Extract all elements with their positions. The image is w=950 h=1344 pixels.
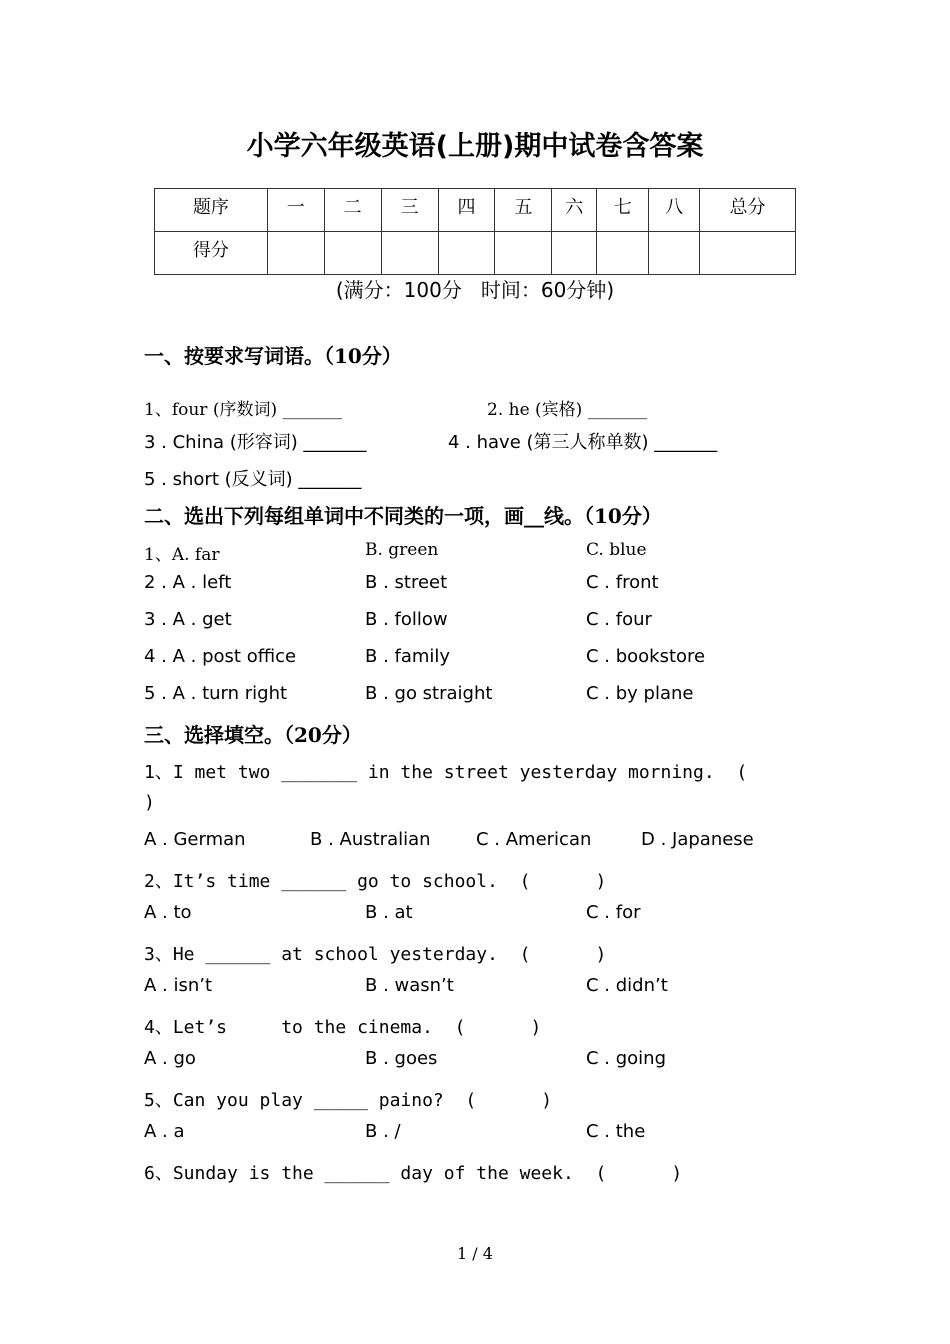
score-cell[interactable] [267, 232, 324, 275]
s3-question-1: 1、I met two _______ in the street yesterday morning. ( [144, 762, 748, 783]
s2-row3-c: C . four [586, 609, 652, 630]
s1-question-4: 4 . have (第三人称单数) _______ [448, 432, 718, 453]
s3-question-6: 6、Sunday is the ______ day of the week. ( ) [144, 1163, 683, 1184]
page-number: 1 / 4 [457, 1244, 493, 1263]
s1-question-3: 3 . China (形容词) _______ [144, 432, 367, 453]
section3-heading: 三、选择填空。（20分） [144, 723, 362, 747]
score-cell[interactable] [438, 232, 495, 275]
s1-question-1: 1、four (序数词) _______ [144, 400, 342, 420]
s2-row5-b: B . go straight [365, 683, 493, 704]
score-header-cell: 四 [438, 189, 495, 232]
s2-row2-c: C . front [586, 572, 659, 593]
s3-question-2: 2、It’s time ______ go to school. ( ) [144, 871, 607, 892]
s3-q1-option-a: A . German [144, 829, 246, 850]
s2-row4-a: 4 . A . post office [144, 646, 297, 667]
s3-question-3: 3、He ______ at school yesterday. ( ) [144, 944, 607, 965]
s3-question-4: 4、Let’s to the cinema. ( ) [144, 1017, 542, 1038]
score-cell[interactable] [381, 232, 438, 275]
score-header-cell: 总分 [700, 189, 796, 232]
s3-q5-option-a: A . a [144, 1121, 185, 1142]
score-header-cell: 八 [649, 189, 700, 232]
s2-row1-a: 1、A. far [144, 545, 220, 565]
s3-q2-option-c: C . for [586, 902, 641, 923]
score-cell[interactable] [552, 232, 597, 275]
page-title: 小学六年级英语(上册)期中试卷含答案 [246, 131, 704, 162]
s1-question-5: 5 . short (反义词) _______ [144, 469, 362, 490]
s2-row1-c: C. blue [586, 540, 647, 560]
s3-question-5: 5、Can you play _____ paino? ( ) [144, 1090, 553, 1111]
score-cell[interactable] [495, 232, 552, 275]
score-table [154, 188, 796, 275]
exam-meta: (满分：100分 时间：60分钟) [335, 278, 615, 302]
section1-heading: 一、按要求写词语。（10分） [144, 344, 402, 368]
s3-q4-option-a: A . go [144, 1048, 196, 1069]
section2-heading: 二、选出下列每组单词中不同类的一项，画__线。（10分） [144, 504, 662, 528]
score-header-cell: 六 [552, 189, 597, 232]
s2-row2-b: B . street [365, 572, 448, 593]
s3-q2-option-b: B . at [365, 902, 413, 923]
s3-q3-option-a: A . isn’t [144, 975, 213, 996]
s2-row3-a: 3 . A . get [144, 609, 232, 630]
score-table-score-row [155, 232, 796, 275]
s3-q1-option-d: D . Japanese [641, 829, 754, 850]
s2-row4-b: B . family [365, 646, 451, 667]
s3-q5-option-b: B . / [365, 1121, 401, 1142]
score-header-cell: 三 [381, 189, 438, 232]
s3-q3-option-b: B . wasn’t [365, 975, 454, 996]
score-cell[interactable] [649, 232, 700, 275]
s2-row4-c: C . bookstore [586, 646, 706, 667]
s3-q1-option-b: B . Australian [310, 829, 431, 850]
s3-q4-option-c: C . going [586, 1048, 667, 1069]
score-cell[interactable] [597, 232, 649, 275]
s3-q1-option-c: C . American [476, 829, 592, 850]
s2-row1-b: B. green [365, 540, 439, 560]
s3-q5-option-c: C . the [586, 1121, 646, 1142]
score-cell[interactable] [700, 232, 796, 275]
s3-q2-option-a: A . to [144, 902, 192, 923]
score-table-header-row [155, 189, 796, 232]
score-row-label: 得分 [155, 232, 268, 275]
s3-q3-option-c: C . didn’t [586, 975, 668, 996]
s2-row5-c: C . by plane [586, 683, 694, 704]
s1-question-2: 2. he (宾格) _______ [487, 400, 648, 420]
score-header-cell: 题序 [155, 189, 268, 232]
s2-row3-b: B . follow [365, 609, 448, 630]
s2-row2-a: 2 . A . left [144, 572, 232, 593]
score-header-cell: 一 [267, 189, 324, 232]
score-header-cell: 五 [495, 189, 552, 232]
score-header-cell: 七 [597, 189, 649, 232]
s3-q4-option-b: B . goes [365, 1048, 438, 1069]
score-cell[interactable] [324, 232, 381, 275]
s2-row5-a: 5 . A . turn right [144, 683, 288, 704]
score-header-cell: 二 [324, 189, 381, 232]
s3-question-1-paren: ) [144, 792, 155, 813]
